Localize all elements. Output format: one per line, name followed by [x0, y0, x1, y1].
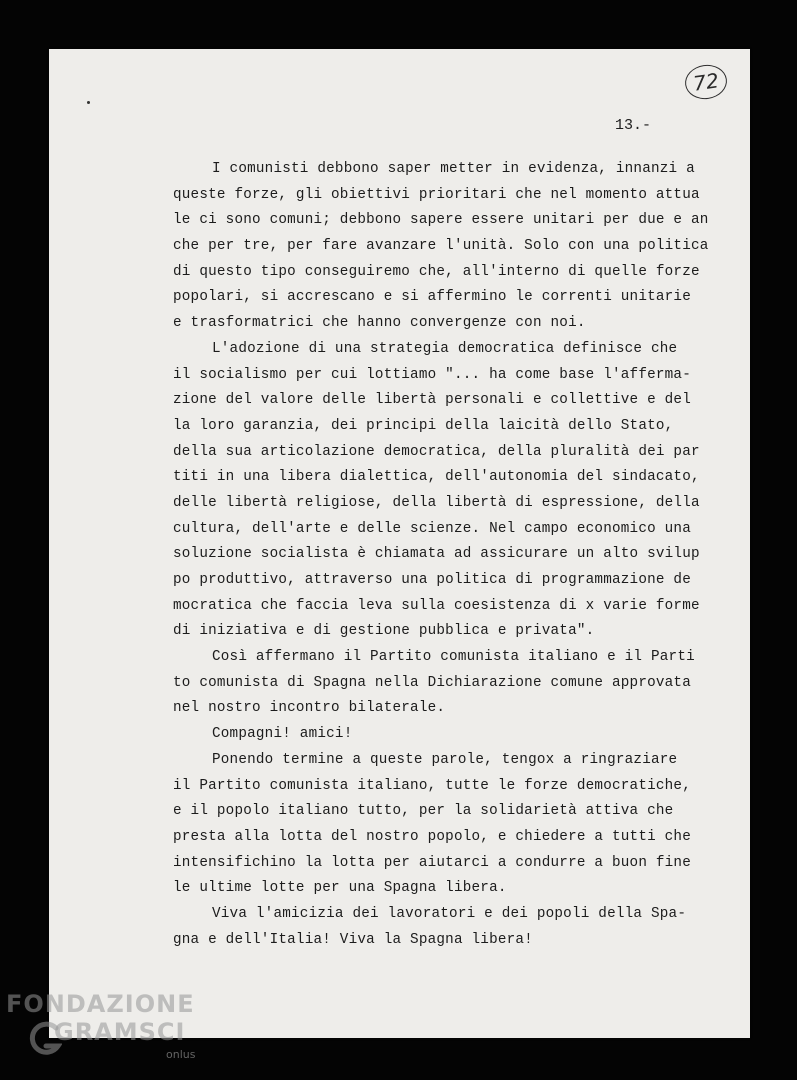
typed-line: zione del valore delle libertà personali e collettive e del: [173, 392, 691, 409]
page-number: 13.-: [615, 117, 652, 134]
paper-speck: [87, 101, 90, 104]
typed-line: to comunista di Spagna nella Dichiarazione comune approvata: [173, 674, 691, 691]
typed-line: delle libertà religiose, della libertà di espressione, della: [173, 494, 700, 511]
typed-line: Compagni! amici!: [212, 726, 353, 743]
typed-text-body: [173, 157, 713, 953]
typed-line: il socialismo per cui lottiamo "... ha come base l'afferma-: [173, 366, 691, 383]
watermark-gramsci-text: GRAMSCI: [54, 1018, 186, 1046]
typed-line: L'adozione di una strategia democratica definisce che: [212, 340, 678, 357]
typed-line: Così affermano il Partito comunista italiano e il Parti: [212, 649, 695, 666]
typed-line: Viva l'amicizia dei lavoratori e dei popoli della Spa-: [212, 905, 687, 922]
typed-line: po produttivo, attraverso una politica di programmazione de: [173, 572, 691, 588]
typed-line: titi in una libera dialettica, dell'autonomia del sindacato,: [173, 469, 700, 486]
typed-line: le ci sono comuni; debbono sapere essere unitari per due e an: [173, 212, 709, 229]
typed-line: soluzione socialista è chiamata ad assicurare un alto svilup: [173, 546, 700, 563]
typed-line: queste forze, gli obiettivi prioritari che nel momento attua: [173, 186, 700, 203]
typed-line: mocratica che faccia leva sulla coesistenza di x varie forme: [173, 597, 700, 614]
typed-line: che per tre, per fare avanzare l'unità. Solo con una politica: [173, 238, 709, 255]
typed-line: di questo tipo conseguiremo che, all'interno di quelle forze: [173, 263, 700, 280]
typed-line: gna e dell'Italia! Viva la Spagna libera!: [173, 931, 533, 948]
typed-line: le ultime lotte per una Spagna libera.: [173, 880, 507, 897]
typed-line: di iniziativa e di gestione pubblica e privata".: [173, 623, 595, 640]
typed-line: cultura, dell'arte e delle scienze. Nel campo economico una: [173, 520, 691, 537]
typed-line: presta alla lotta del nostro popolo, e chiedere a tutti che: [173, 828, 691, 845]
typed-line: intensifichino la lotta per aiutarci a condurre a buon fine: [173, 854, 691, 871]
typed-line: I comunisti debbono saper metter in evidenza, innanzi a: [212, 161, 695, 177]
archive-number-stamp: 72: [683, 62, 729, 102]
typed-line: Ponendo termine a queste parole, tengox a ringraziare: [212, 751, 678, 768]
typed-line: e il popolo italiano tutto, per la solidarietà attiva che: [173, 803, 674, 820]
typed-line: e trasformatrici che hanno convergenze con noi.: [173, 315, 586, 332]
foundation-watermark: [6, 990, 206, 1070]
watermark-foundation-text: FONDAZIONE: [6, 990, 195, 1018]
typed-line: la loro garanzia, dei principi della laicità dello Stato,: [173, 417, 674, 434]
typed-line: della sua articolazione democratica, della pluralità dei par: [173, 443, 700, 460]
typed-line: il Partito comunista italiano, tutte le forze democratiche,: [173, 777, 691, 794]
watermark-onlus-text: onlus: [166, 1048, 196, 1061]
document-page: [49, 49, 750, 1038]
typed-line: nel nostro incontro bilaterale.: [173, 700, 446, 717]
typed-line: popolari, si accrescano e si affermino le correnti unitarie: [173, 289, 691, 306]
